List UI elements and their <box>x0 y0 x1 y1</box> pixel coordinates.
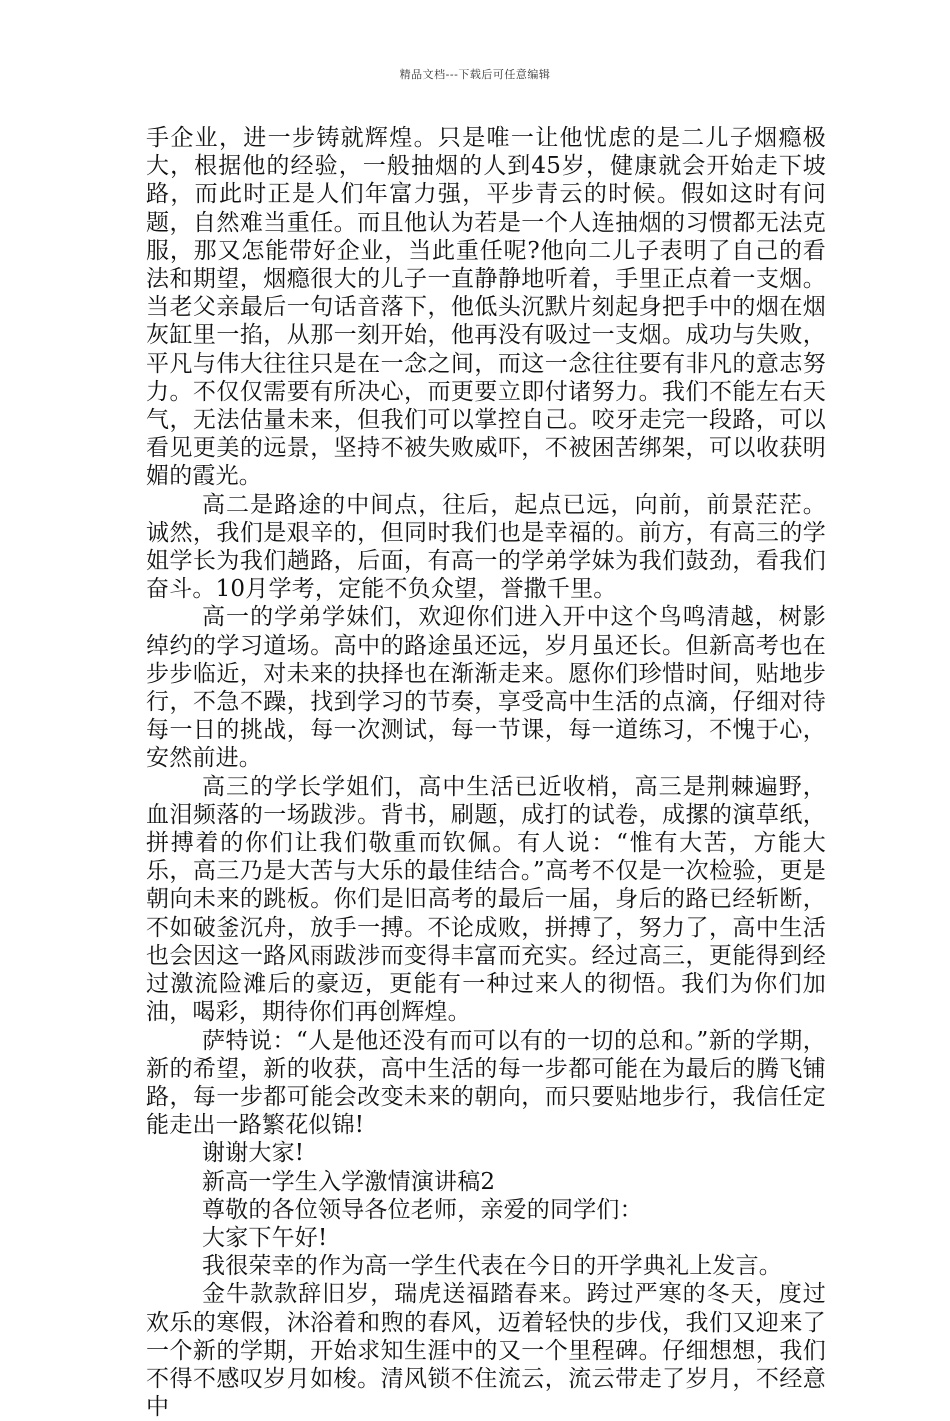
page-header: 精品文档---下载后可任意编辑 <box>399 68 551 81</box>
paragraph-continuation: 手企业，进一步铸就辉煌。只是唯一让他忧虑的是二儿子烟瘾极大，根据他的经验，一般抽烟的人到45岁，健康就会开始走下坡路，而此时正是人们年富力强，平步青云的时候。假如这时有问题，自然难当重任。而且他认为若是一个人连抽烟的习惯都无法克服，那又怎能带好企业，当此重任呢?他向二儿子表明了自己的看法和期望，烟瘾很大的儿子一直静静地听着，手里正点着一支烟。当老父亲最后一句话音落下，他低头沉默片刻起身把手中的烟在烟灰缸里一掐，从那一刻开始，他再没有吸过一支烟。成功与失败，平凡与伟大往往只是在一念之间，而这一念往往要有非凡的意志努力。不仅仅需要有所决心，而更要立即付诸努力。我们不能左右天气，无法估量未来，但我们可以掌控自己。咬牙走完一段路，可以看见更美的远景，坚持不被失败威吓，不被困苦绑架，可以收获明媚的霞光。 <box>146 125 826 490</box>
paragraph-senior-two: 高二是路途的中间点，往后，起点已远，向前，前景茫茫。诚然，我们是艰辛的，但同时我们也是幸福的。前方，有高三的学姐学长为我们趟路，后面，有高一的学弟学妹为我们鼓劲，看我们奋斗。10月学考，定能不负众望，誉撒千里。 <box>146 491 826 603</box>
paragraph-thanks: 谢谢大家! <box>202 1140 305 1167</box>
paragraph-intro: 我很荣幸的作为高一学生代表在今日的开学典礼上发言。 <box>202 1253 782 1280</box>
document-body <box>146 124 826 1421</box>
paragraph-sartre-quote: 萨特说：“人是他还没有而可以有的一切的总和。”新的学期，新的希望，新的收获，高中生活的每一步都可能在为最后的腾飞铺路，每一步都可能会改变未来的朝向，而只要贴地步行，我信任定能走出一路繁花似锦! <box>146 1027 826 1139</box>
paragraph-greeting: 大家下午好! <box>202 1224 328 1251</box>
paragraph-freshmen: 高一的学弟学妹们，欢迎你们进入开中这个鸟鸣清越，树影绰约的学习道场。高中的路途虽还远，岁月虽还长。但新高考也在步步临近，对未来的抉择也在渐渐走来。愿你们珍惜时间，贴地步行，不急不躁，找到学习的节奏，享受高中生活的点滴，仔细对待每一日的挑战，每一次测试，每一节课，每一道练习，不愧于心，安然前进。 <box>146 604 826 772</box>
section-title: 新高一学生入学激情演讲稿2 <box>202 1168 496 1195</box>
paragraph-salutation: 尊敬的各位领导各位老师，亲爱的同学们： <box>202 1196 643 1223</box>
paragraph-new-term: 金牛款款辞旧岁，瑞虎送福踏春来。跨过严寒的冬天，度过欢乐的寒假，沐浴着和煦的春风，迈着轻快的步伐，我们又迎来了一个新的学期，开始求知生涯中的又一个里程碑。仔细想想，我们不得不感叹岁月如梭。清风锁不住流云，流云带走了岁月，不经意中 <box>146 1281 826 1421</box>
paragraph-seniors: 高三的学长学姐们，高中生活已近收梢，高三是荆棘遍野，血泪频落的一场跋涉。背书，刷题，成打的试卷，成摞的演草纸，拼搏着的你们让我们敬重而钦佩。有人说：“惟有大苦，方能大乐，高三乃是大苦与大乐的最佳结合。”高考不仅是一次检验，更是朝向未来的跳板。你们是旧高考的最后一届，身后的路已经斩断，不如破釜沉舟，放手一搏。不论成败，拼搏了，努力了，高中生活也会因这一路风雨跋涉而变得丰富而充实。经过高三，更能得到经过激流险滩后的豪迈，更能有一种过来人的彻悟。我们为你们加油，喝彩，期待你们再创辉煌。 <box>146 773 826 1026</box>
